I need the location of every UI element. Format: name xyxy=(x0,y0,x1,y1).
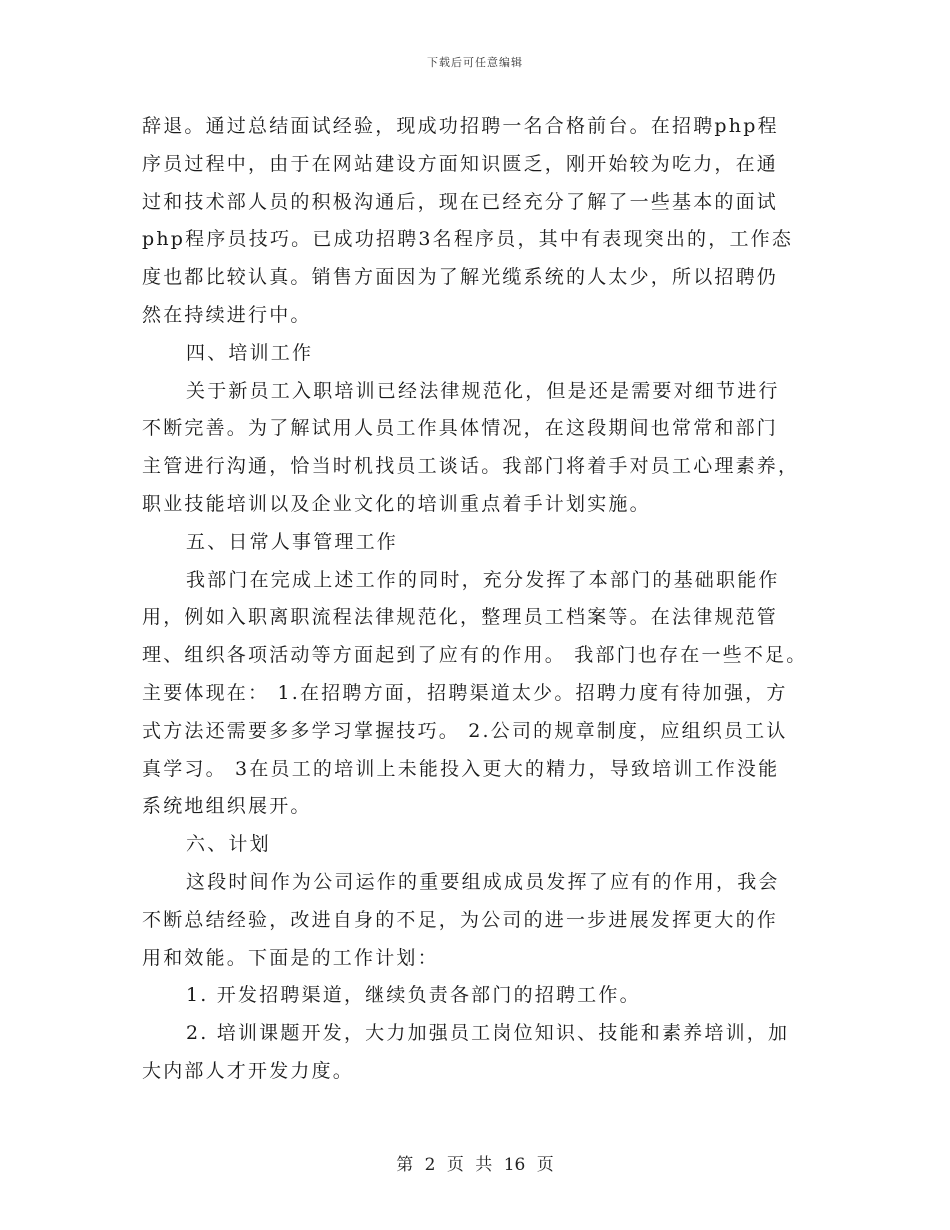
body-line: 真学习。 3在员工的培训上未能投入更大的精力，导致培训工作没能 xyxy=(142,757,780,780)
body-line: 大内部人才开发力度。 xyxy=(142,1059,355,1082)
body-line: 用，例如入职离职流程法律规范化，整理员工档案等。在法律规范管 xyxy=(142,606,779,629)
body-line: php程序员技巧。已成功招聘3名程序员，其中有表现突出的，工作态 xyxy=(142,228,794,251)
page-header: 下载后可任意编辑 xyxy=(427,56,523,69)
body-line: 辞退。通过总结面试经验，现成功招聘一名合格前台。在招聘php程 xyxy=(142,115,779,137)
body-line: 理、组织各项活动等方面起到了应有的作用。 我部门也存在一些不足。 xyxy=(142,644,808,667)
body-line: 主要体现在： 1.在招聘方面，招聘渠道太少。招聘力度有待加强，方 xyxy=(142,681,788,704)
body-line: 关于新员工入职培训已经法律规范化，但是还是需要对细节进行 xyxy=(186,379,780,402)
body-line: 用和效能。下面是的工作计划： xyxy=(142,946,439,969)
body-line: 我部门在完成上述工作的同时，充分发挥了本部门的基础职能作 xyxy=(186,568,780,591)
body-line: 式方法还需要多多学习掌握技巧。 2.公司的规章制度，应组织员工认 xyxy=(142,719,788,742)
body-line: 主管进行沟通，恰当时机找员工谈话。我部门将着手对员工心理素养， xyxy=(142,455,800,478)
body-line: 不断总结经验，改进自身的不足，为公司的进一步进展发挥更大的作 xyxy=(142,908,779,931)
body-line: 系统地组织展开。 xyxy=(142,795,312,818)
plan-item: 1. 开发招聘渠道，继续负责各部门的招聘工作。 xyxy=(186,984,641,1007)
section-heading-plan: 六、计划 xyxy=(186,833,271,856)
page-footer: 第 2 页 共 16 页 xyxy=(396,1155,554,1175)
section-heading-daily-hr: 五、日常人事管理工作 xyxy=(186,530,399,553)
body-line: 不断完善。为了解试用人员工作具体情况，在这段期间也常常和部门 xyxy=(142,417,779,440)
body-line: 过和技术部人员的积极沟通后，现在已经充分了解了一些基本的面试 xyxy=(142,190,779,213)
document-body xyxy=(142,108,822,1091)
plan-item: 2. 培训课题开发，大力加强员工岗位知识、技能和素养培训，加 xyxy=(186,1022,790,1045)
body-line: 序员过程中，由于在网站建设方面知识匮乏，刚开始较为吃力，在通 xyxy=(142,152,779,175)
section-heading-training: 四、培训工作 xyxy=(186,341,314,364)
body-line: 这段时间作为公司运作的重要组成成员发挥了应有的作用，我会 xyxy=(186,870,780,893)
body-line: 职业技能培训以及企业文化的培训重点着手计划实施。 xyxy=(142,492,651,515)
body-line: 度也都比较认真。销售方面因为了解光缆系统的人太少，所以招聘仍 xyxy=(142,266,779,289)
body-line: 然在持续进行中。 xyxy=(142,303,312,326)
